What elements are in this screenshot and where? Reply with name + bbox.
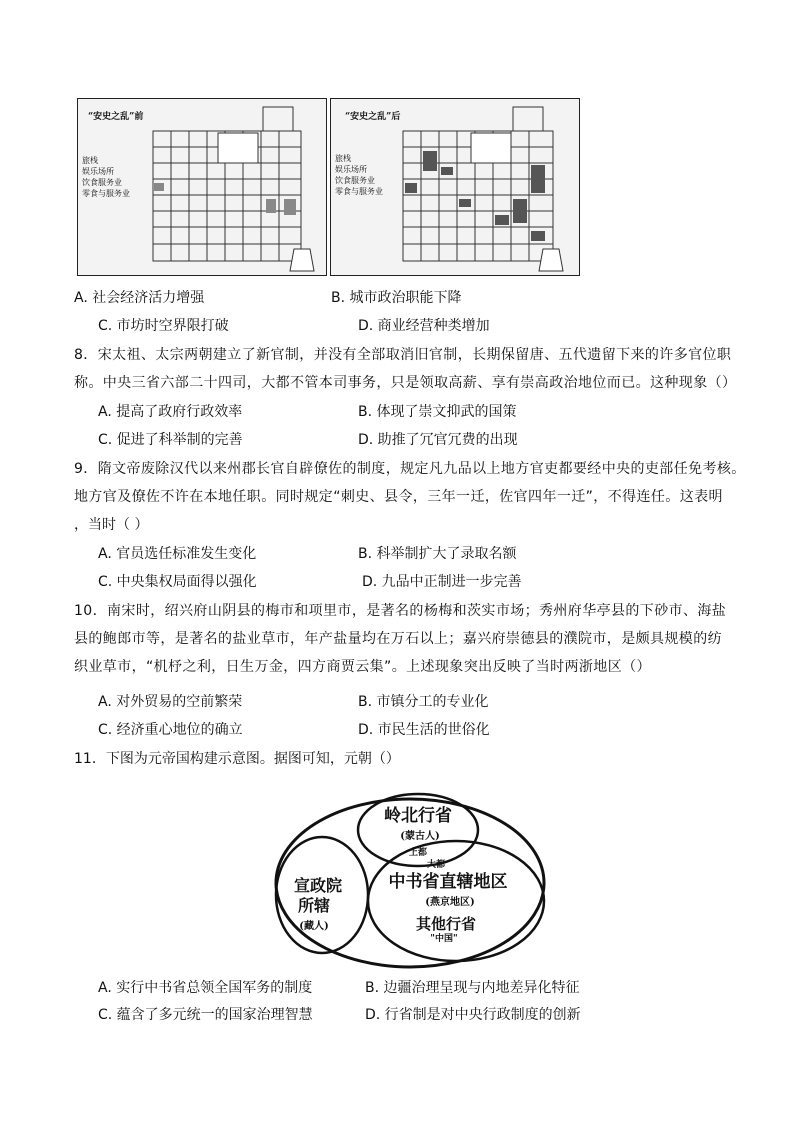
- lingbei-sub: (蒙古人): [400, 831, 440, 842]
- city-grid-before: [78, 99, 326, 275]
- zhongshu-sub: (燕京地区): [425, 897, 475, 908]
- legend-item: 旅栈: [82, 156, 98, 165]
- q7-option-b: B. 城市政治职能下降: [331, 290, 462, 306]
- q7-option-a: A. 社会经济活力增强: [74, 290, 205, 306]
- q9-option-c: C. 中央集权局面得以强化: [98, 574, 257, 590]
- q9-stem-line2: 地方官及僚佐不许在本地任职。同时规定“刺史、县令，三年一迁，佐官四年一迁”，不得连任。这表明: [74, 489, 723, 505]
- q11-option-d: D. 行省制是对中央行政制度的创新: [365, 1007, 581, 1023]
- q8-option-a: A. 提高了政府行政效率: [98, 404, 243, 420]
- q10-stem-line2: 县的鲍郎市等，是著名的盐业草市，年产盐量均在万石以上；嘉兴府崇德县的濮院市，是颇具规模的纺: [74, 631, 722, 647]
- q9-stem-line1: 9．隋文帝废除汉代以来州郡长官自辟僚佐的制度，规定凡九品以上地方官吏都要经中央的吏部任免考核。: [74, 461, 746, 477]
- q11-option-b: B. 边疆治理呈现与内地差异化特征: [365, 980, 580, 996]
- legend-item: 娱乐场所: [335, 165, 367, 174]
- map-before-title: “安史之乱”前: [88, 112, 144, 122]
- map-before-anshi: [77, 98, 327, 276]
- map-after-anshi: [330, 98, 580, 276]
- yuan-empire-diagram: [270, 783, 550, 973]
- city-grid-after: [331, 99, 579, 275]
- shangdu-label: 上都: [408, 848, 428, 858]
- legend-item: 旅栈: [335, 154, 351, 163]
- q10-option-c: C. 经济重心地位的确立: [98, 722, 243, 738]
- q8-stem-line1: 8．宋太祖、太宗两朝建立了新官制，并没有全部取消旧官制，长期保留唐、五代遗留下来的许多官位职: [74, 347, 732, 363]
- q10-option-d: D. 市民生活的世俗化: [358, 722, 490, 738]
- q9-stem-line3: ，当时（ ）: [74, 517, 149, 533]
- xuanzheng-label: 宣政院: [293, 876, 343, 895]
- xuanzheng-sub: (藏人): [299, 921, 329, 932]
- q11-stem: 11．下图为元帝国构建示意图。据图可知，元朝（）: [74, 751, 400, 767]
- q10-stem-line3: 织业草市，“机杼之利，日生万金，四方商贾云集”。上述现象突出反映了当时两浙地区（）: [74, 659, 651, 675]
- q11-option-a: A. 实行中书省总领全国军务的制度: [98, 980, 313, 996]
- q10-stem-line1: 10．南宋时，绍兴府山阴县的梅市和项里市，是著名的杨梅和茨实市场；秀州府华亭县的下砂市、海盐: [74, 603, 727, 619]
- zhongshu-label: 中书省直辖地区: [388, 872, 508, 892]
- q7-option-c: C. 市坊时空界限打破: [98, 318, 229, 334]
- legend-item: 零食与服务业: [335, 187, 383, 196]
- other-provinces-sub: "中国": [430, 934, 458, 944]
- q9-option-d: D. 九品中正制进一步完善: [362, 574, 522, 590]
- q8-stem-line2: 称。中央三省六部二十四司，大都不管本司事务，只是领取高薪、享有崇高政治地位而已。这种现象（）: [74, 375, 737, 391]
- dadu-label: 大都: [426, 860, 446, 870]
- q10-option-b: B. 市镇分工的专业化: [358, 694, 489, 710]
- xuanzheng-ellipse: [276, 837, 368, 953]
- q9-option-b: B. 科举制扩大了录取名额: [358, 546, 517, 562]
- legend-item: 饮食服务业: [82, 178, 122, 187]
- q10-option-a: A. 对外贸易的空前繁荣: [98, 694, 243, 710]
- xuanzheng-label-2: 所辖: [297, 896, 331, 915]
- q8-option-d: D. 助推了冗官冗费的出现: [358, 432, 518, 448]
- q9-option-a: A. 官员选任标准发生变化: [98, 546, 257, 562]
- q8-option-c: C. 促进了科举制的完善: [98, 432, 243, 448]
- q7-option-d: D. 商业经营种类增加: [358, 318, 490, 334]
- other-provinces-label: 其他行省: [415, 915, 477, 933]
- legend-item: 娱乐场所: [82, 167, 114, 176]
- q8-option-b: B. 体现了崇文抑武的国策: [358, 404, 517, 420]
- legend-item: 零食与服务业: [82, 189, 130, 198]
- q11-option-c: C. 蕴含了多元统一的国家治理智慧: [98, 1007, 313, 1023]
- map-after-title: “安史之乱”后: [345, 112, 401, 122]
- lingbei-label: 岭北行省: [384, 806, 452, 826]
- legend-item: 饮食服务业: [335, 176, 375, 185]
